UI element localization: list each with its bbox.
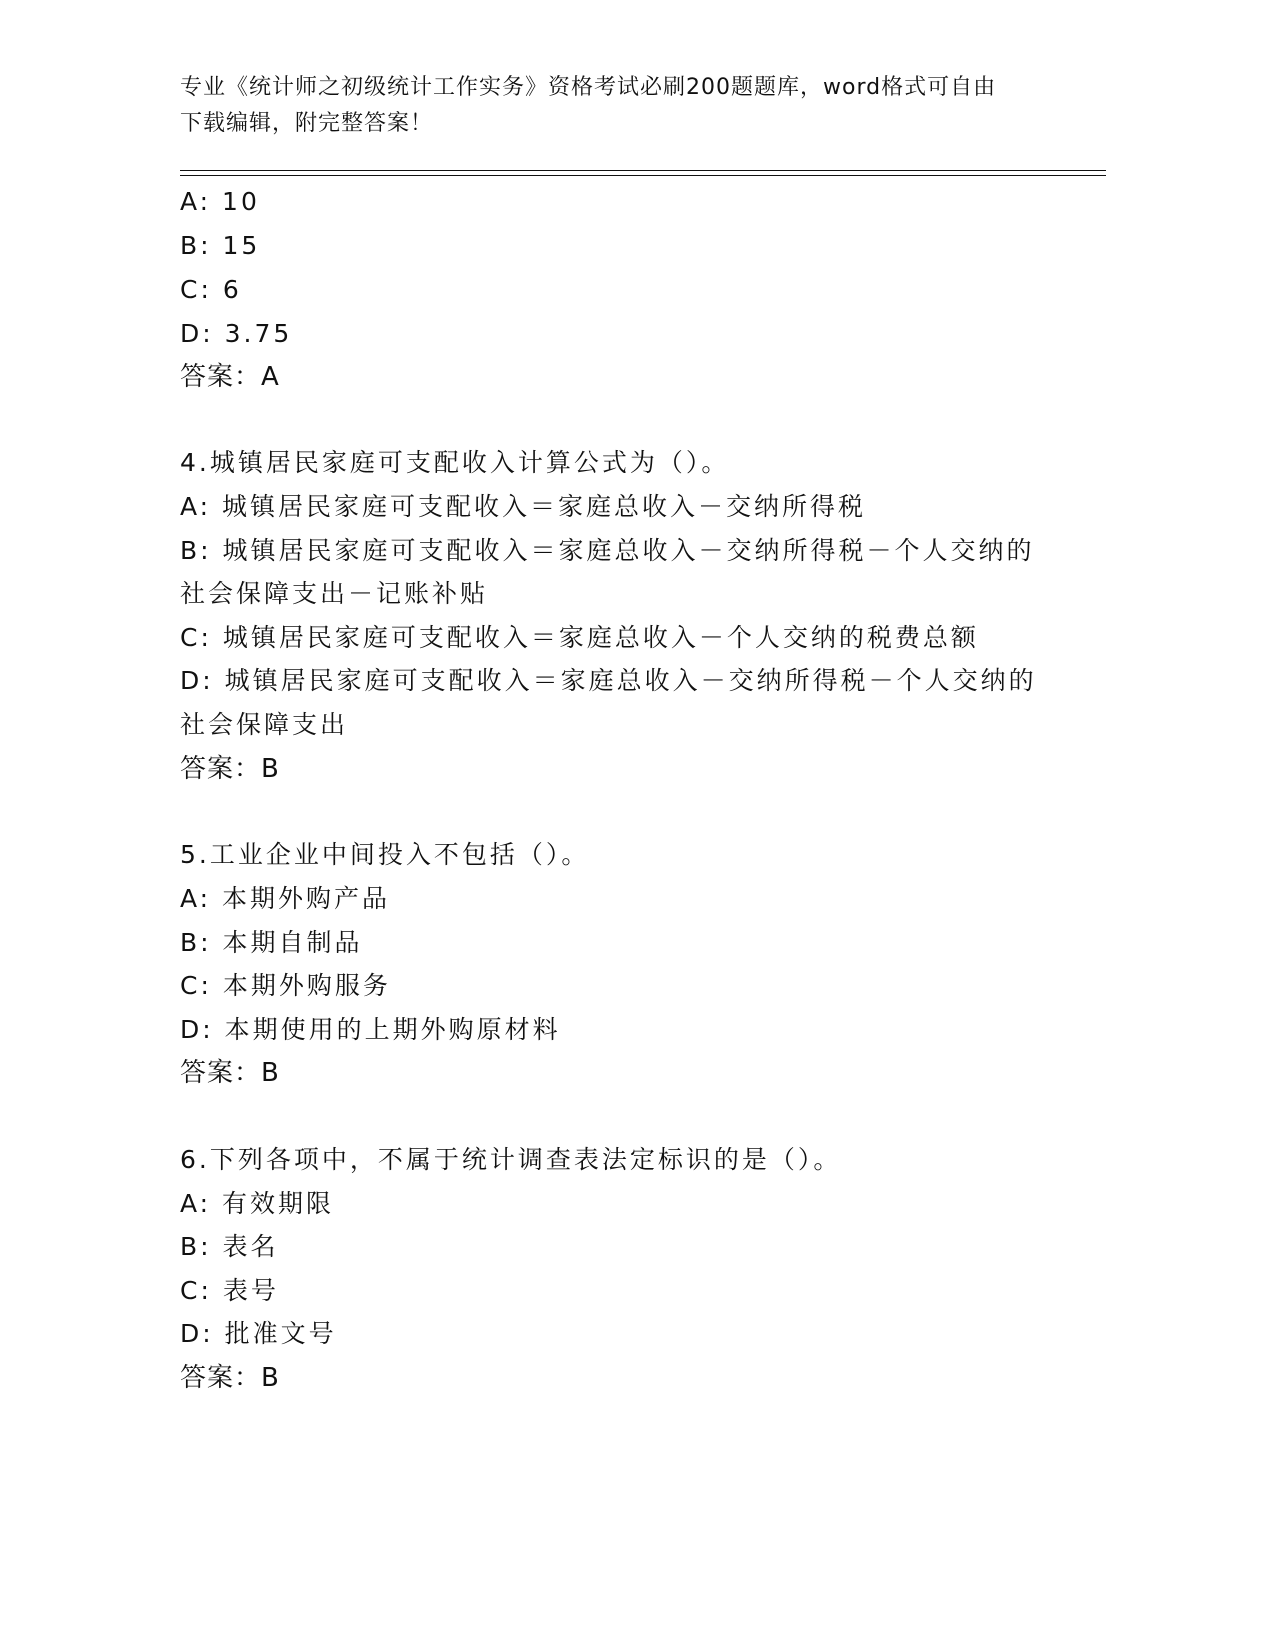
- q3-option-c: C: 6: [180, 275, 242, 304]
- q6-option-d: D: 批准文号: [180, 1319, 337, 1348]
- q5-option-c: C: 本期外购服务: [180, 971, 391, 1000]
- q6-option-c: C: 表号: [180, 1276, 279, 1305]
- q4-option-b-line1: B: 城镇居民家庭可支配收入＝家庭总收入－交纳所得税－个人交纳的: [180, 536, 1035, 565]
- q5-option-b: B: 本期自制品: [180, 928, 363, 957]
- document-header: [180, 70, 1040, 142]
- q6-question: 6.下列各项中，不属于统计调查表法定标识的是（）。: [180, 1145, 842, 1174]
- q3-option-a: A: 10: [180, 187, 260, 216]
- q5-option-d: D: 本期使用的上期外购原材料: [180, 1015, 561, 1044]
- q6-answer: 答案：B: [180, 1363, 280, 1393]
- q6-option-b: B: 表名: [180, 1232, 279, 1261]
- header-rule-bottom: [180, 175, 1106, 176]
- header-line-2: 下载编辑，附完整答案！: [180, 111, 434, 136]
- header-rule-top: [180, 170, 1106, 171]
- q4-option-d-line1: D: 城镇居民家庭可支配收入＝家庭总收入－交纳所得税－个人交纳的: [180, 666, 1037, 695]
- q3-option-d: D: 3.75: [180, 319, 293, 348]
- q4-answer: 答案：B: [180, 754, 280, 784]
- q5-question: 5.工业企业中间投入不包括（）。: [180, 840, 590, 869]
- q4-option-d-line2: 社会保障支出: [180, 710, 349, 739]
- q4-option-a: A: 城镇居民家庭可支配收入＝家庭总收入－交纳所得税: [180, 492, 867, 521]
- q3-answer: 答案：A: [180, 362, 280, 392]
- q4-option-c: C: 城镇居民家庭可支配收入＝家庭总收入－个人交纳的税费总额: [180, 623, 979, 652]
- header-line-1: 专业《统计师之初级统计工作实务》资格考试必刷200题题库，word格式可自由: [180, 75, 997, 100]
- q4-option-b-line2: 社会保障支出－记账补贴: [180, 579, 489, 608]
- q5-option-a: A: 本期外购产品: [180, 884, 391, 913]
- q4-question: 4.城镇居民家庭可支配收入计算公式为（）。: [180, 448, 730, 477]
- q6-option-a: A: 有效期限: [180, 1189, 335, 1218]
- q5-answer: 答案：B: [180, 1058, 280, 1088]
- q3-option-b: B: 15: [180, 231, 261, 260]
